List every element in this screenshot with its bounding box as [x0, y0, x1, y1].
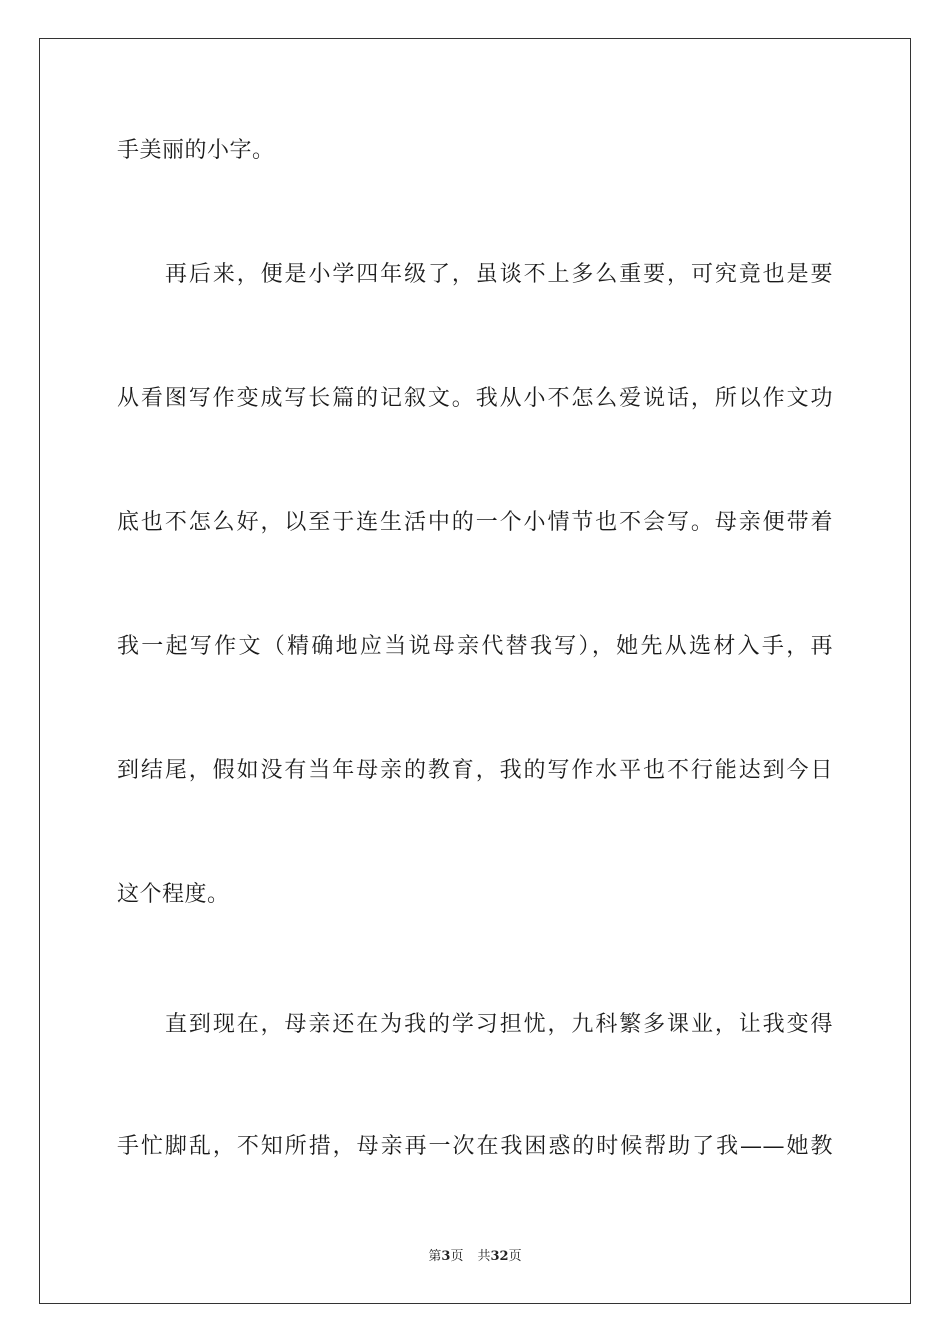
page-footer: [0, 1248, 950, 1266]
text-line: 我一起写作文（精确地应当说母亲代替我写），她先从选材入手，再: [117, 634, 833, 659]
page-border: [39, 38, 911, 1304]
text-line: 底也不怎么好，以至于连生活中的一个小情节也不会写。母亲便带着: [117, 510, 833, 535]
text-line: 再后来，便是小学四年级了，虽谈不上多么重要，可究竟也是要: [165, 262, 833, 287]
page-suffix: 页: [450, 1249, 464, 1264]
page-number: 3: [441, 1249, 451, 1264]
text-line: 从看图写作变成写长篇的记叙文。我从小不怎么爱说话，所以作文功: [117, 386, 833, 411]
text-line: 直到现在，母亲还在为我的学习担忧，九科繁多课业，让我变得: [165, 1012, 833, 1037]
total-suffix: 页: [508, 1249, 522, 1264]
text-line: 这个程度。: [117, 882, 230, 907]
text-line: 手美丽的小字。: [117, 138, 275, 163]
text-line: 到结尾，假如没有当年母亲的教育，我的写作水平也不行能达到今日: [117, 758, 833, 783]
text-line: 手忙脚乱，不知所措，母亲再一次在我困惑的时候帮助了我——她教: [117, 1134, 833, 1159]
page-prefix: 第: [428, 1249, 442, 1264]
total-pages: 32: [490, 1249, 509, 1264]
total-prefix: 共: [477, 1249, 491, 1264]
